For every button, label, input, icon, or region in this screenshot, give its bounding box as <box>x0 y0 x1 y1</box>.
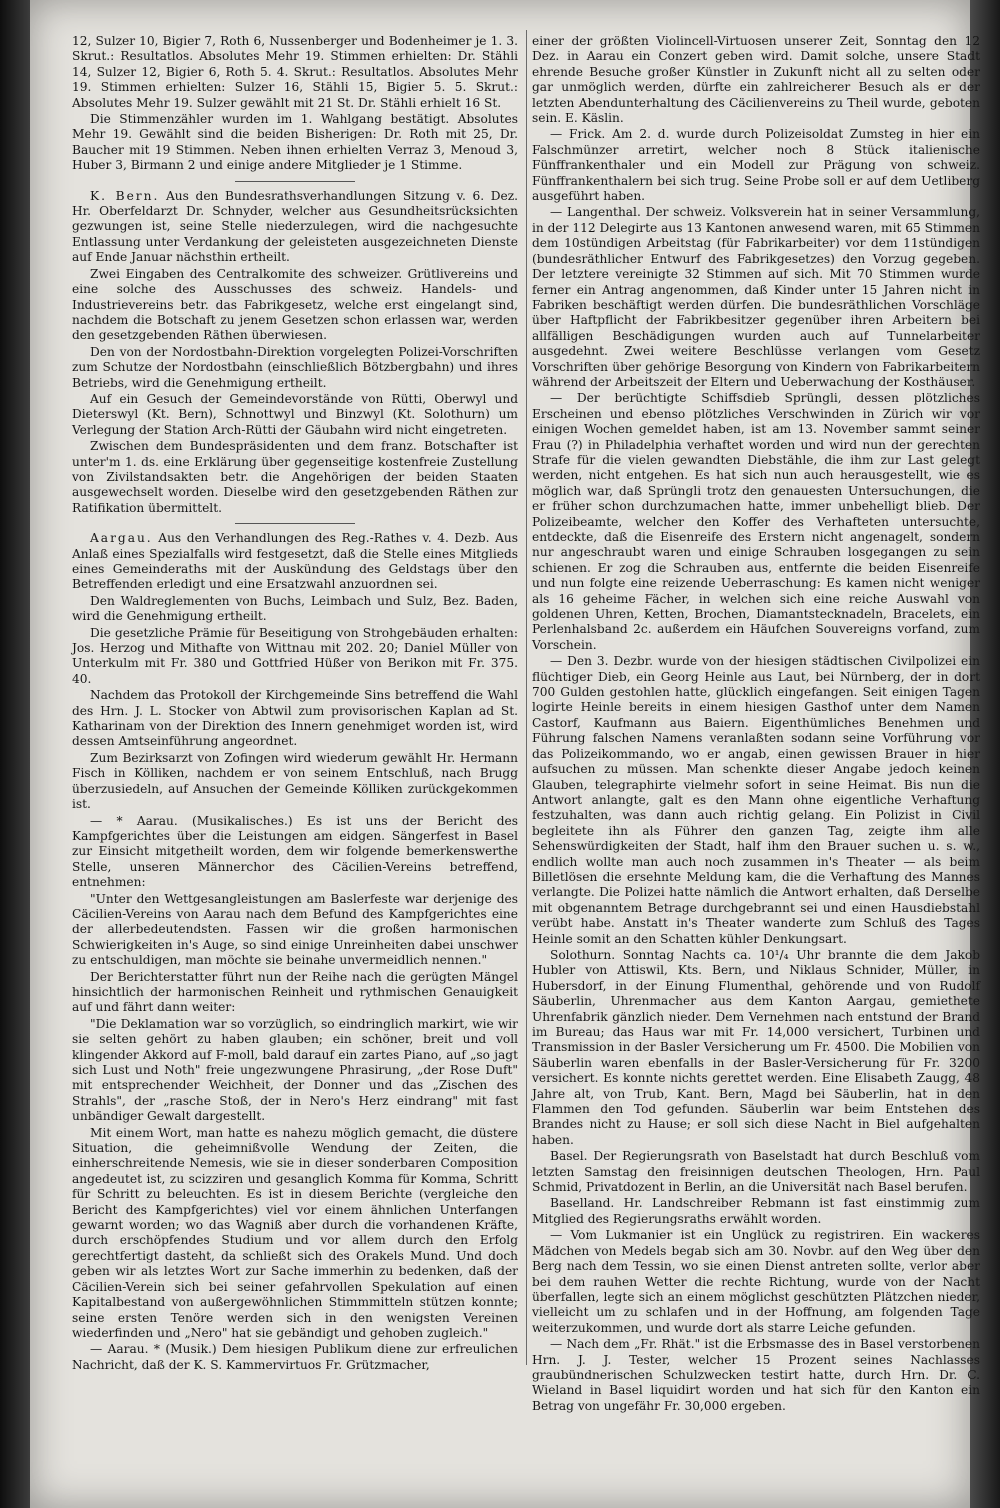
article-paragraph: Aargau. Aus den Verhandlungen des Reg.-Rathes v. 4. Dezb. Aus Anlaß eines Spezialfalls wird festgesetzt, daß die Stelle eines Mitglieds eines Gemeinderaths mit der Auskündung des Geldstags über den Betreffenden erledigt und eine Ersatzwahl anzuordnen sei. <box>72 531 518 592</box>
article-paragraph: Den Waldreglementen von Buchs, Leimbach und Sulz, Bez. Baden, wird die Genehmigung ertheilt. <box>72 593 518 624</box>
article-paragraph: Mit einem Wort, man hatte es nahezu möglich gemacht, die düstere Situation, die geheimnißvolle Wendung der Zeiten, die einherschreitende Nemesis, wie sie in dieser sonderbaren Composition angedeutet ist, zu scizziren und gesanglich Komma für Komma, Schritt für Schritt zu beleuchten. Es ist in diesem Berichte (vergleiche den Bericht des Kampfgerichtes) viel vor einem ähnlichen Unterfangen gewarnt worden; wo das Wagniß aber durch die vorhandenen Kräfte, durch erschöpfendes Studium und vor allem durch den Erfolg gerechtfertigt dasteht, da schließt sich des Orakels Mund. Und doch geben wir als letztes Wort zur Sache immerhin zu bedenken, daß der Cäcilien-Verein sich bei seiner gefahrvollen Spekulation auf einen Kapitalbestand von außergewöhnlichen Stimmmitteln stützen konnte; seine ersten Tenöre werden sich in den wenigsten Vereinen wiederfinden und „Nero" hat sie gebändigt und gehoben zugleich." <box>72 1125 518 1340</box>
article-paragraph: Zwei Eingaben des Centralkomite des schweizer. Grütlivereins und eine solche des Ausschusses des schweiz. Handels- und Industrievereins betr. das Fabrikgesetz, welche erst eingelangt sind, nachdem die Botschaft zu jenem Gesetzen schon erlassen war, werden den gesetzgebenden Räthen überwiesen. <box>72 266 518 343</box>
article-paragraph: Die Stimmenzähler wurden im 1. Wahlgang bestätigt. Absolutes Mehr 19. Gewählt sind die beiden Bisherigen: Dr. Roth mit 25, Dr. Baucher mit 19 Stimmen. Neben ihnen erhielten Verraz 3, Menoud 3, Huber 3, Birmann 2 und einige andere Mitglieder je 1 Stimme. <box>72 112 518 173</box>
article-paragraph: — Der berüchtigte Schiffsdieb Sprüngli, dessen plötzliches Erscheinen und ebenso plötzliches Verschwinden in Zürich wir vor einigen Wochen gemeldet haben, ist am 13. November sammt seiner Frau (?) in Philadelphia verhaftet worden und wird nun der gerechten Strafe für die vielen gewandten Diebstähle, die ihm zur Last gelegt werden, nicht entgehen. Es hat sich nun auch herausgestellt, wie es möglich war, daß Sprüngli trotz den genauesten Untersuchungen, die er früher schon durchzumachen hatte, immer unbehelligt blieb. Der Polizeibeamte, welcher den Koffer des Verhafteten untersuchte, entdeckte, daß die Eisenreife des Erstern nicht angenagelt, sondern nur angeschraubt waren und einige Schrauben losgegangen zu sein schienen. Er zog die Schrauben aus, entfernte die beiden Eisenreife und nun folgte eine reizende Ueberraschung: Es kamen nicht weniger als 16 geheime Fächer, in welchen sich eine reiche Auswahl von goldenen Uhren, Ketten, Brochen, Diamantstecknadeln, Bracelets, ein Perlenhalsband 2c. außerdem ein Häufchen Souvereigns vorfand, zum Vorschein. <box>532 391 980 652</box>
article-paragraph: — Aarau. * (Musik.) Dem hiesigen Publikum diene zur erfreulichen Nachricht, daß der K. S. Kammervirtuos Fr. Grützmacher, <box>72 1342 518 1372</box>
section-heading-bern: K. Bern. <box>90 188 160 203</box>
article-paragraph: Zum Bezirksarzt von Zofingen wird wiederum gewählt Hr. Hermann Fisch in Kölliken, nachdem er von seinem Entschluß, nach Brugg überzusiedeln, auf Ansuchen der Gemeinde Kölliken zurückgekommen ist. <box>72 750 518 812</box>
column-rule <box>526 30 527 1365</box>
article-paragraph: "Die Deklamation war so vorzüglich, so eindringlich markirt, wie wir sie selten gehört zu haben glauben; ein schöner, breit und voll klingender Akkord auf F-moll, bald darauf ein zartes Piano, auf „so jagt sich Lust und Noth" freie ungezwungene Phrasirung, „der Rose Duft" mit entsprechender Weichheit, der Donner und das „Zischen des Strahls", der „rasche Stoß, der in Nero's Herz eindrang" mit fast unbändiger Gewalt dargestellt. <box>72 1016 518 1124</box>
article-paragraph: "Unter den Wettgesangleistungen am Baslerfeste war derjenige des Cäcilien-Vereins von Aarau nach dem Befund des Kampfgerichtes eine der allerbedeutendsten. Fassen wir die großen harmonischen Schwierigkeiten in's Auge, so sind einige Unreinheiten dabei unschwer zu entschuldigen, man möchte sie beinahe unvermeidlich nennen." <box>72 891 518 968</box>
article-paragraph: Der Berichterstatter führt nun der Reihe nach die gerügten Mängel hinsichtlich der harmonischen Reinheit und rythmischen Genauigkeit auf und fährt dann weiter: <box>72 969 518 1015</box>
article-paragraph: einer der größten Violincell-Virtuosen unserer Zeit, Sonntag den 12 Dez. in Aarau ein Conzert geben wird. Damit solche, unsere Stadt ehrende Besuche großer Künstler in Zukunft nicht all zu selten oder gar unmöglich werden, dürfte ein zahlreicherer Besuch als er der letzten Abendunterhaltung des Cäcilienvereins zu Theil wurde, geboten sein. E. Käslin. <box>532 34 980 126</box>
article-paragraph: 12, Sulzer 10, Bigier 7, Roth 6, Nussenberger und Bodenheimer je 1. 3. Skrut.: Resultatlos. Absolutes Mehr 19. Stimmen erhielten: Dr. Stähli 14, Sulzer 12, Bigier 6, Roth 5. 4. Skrut.: Resultatlos. Absolutes Mehr 19. Stimmen erhielten: Sulzer 16, Stähli 15, Bigier 5. 5. Skrut.: Absolutes Mehr 19. Sulzer gewählt mit 21 St. Dr. Stähli erhielt 16 St. <box>72 34 518 110</box>
article-paragraph: Basel. Der Regierungsrath von Baselstadt hat durch Beschluß vom letzten Samstag den freisinnigen deutschen Theologen, Hrn. Paul Schmid, Privatdozent in Berlin, an die Universität nach Basel berufen. <box>532 1149 980 1195</box>
section-divider <box>235 181 355 182</box>
article-paragraph: Baselland. Hr. Landschreiber Rebmann ist fast einstimmig zum Mitglied des Regierungsraths erwählt worden. <box>532 1196 980 1226</box>
article-paragraph: Solothurn. Sonntag Nachts ca. 10¹/₄ Uhr brannte die dem Jakob Hubler von Attiswil, Kts. Bern, und Niklaus Schnider, Müller, in Hubersdorf, in der Einung Flumenthal, gehörende und von Rudolf Säuberlin, Uhrenmacher aus dem Kanton Aargau, gemiethete Uhrenfabrik gänzlich nieder. Dem Vernehmen nach entstund der Brand im Bureau; das Haus war mit Fr. 14,000 versichert, Turbinen und Transmission in der Basler Versicherung um Fr. 4500. Die Mobilien von Säuberlin waren ebenfalls in der Basler-Versicherung für Fr. 3200 versichert. Es konnte nichts gerettet werden. Eine Elisabeth Zaugg, 48 Jahre alt, von Trub, Kant. Bern, Magd bei Säuberlin, hat in den Flammen den Tod gefunden. Säuberlin war beim Entstehen des Brandes nicht zu Hause; er soll sich diese Nacht in Biel aufgehalten haben. <box>532 947 980 1147</box>
article-paragraph: K. Bern. Aus den Bundesrathsverhandlungen Sitzung v. 6. Dez. Hr. Oberfeldarzt Dr. Schnyder, welcher aus Gesundheitsrücksichten gezwungen ist, seine Stelle niederzulegen, wird die nachgesuchte Entlassung unter Verdankung der geleisteten ausgezeichneten Dienste auf Ende Januar nächsthin ertheilt. <box>72 188 519 265</box>
section-heading-aargau: Aargau. <box>90 531 153 546</box>
left-column <box>72 34 518 1384</box>
article-paragraph: — * Aarau. (Musikalisches.) Es ist uns der Bericht des Kampfgerichtes über die Leistungen am eidgen. Sängerfest in Basel zur Einsicht mitgetheilt worden, dem wir folgende bemerkenswerthe Stelle, unseren Männerchor des Cäcilien-Vereins betreffend, entnehmen: <box>72 813 518 890</box>
article-paragraph: — Vom Lukmanier ist ein Unglück zu registriren. Ein wackeres Mädchen von Medels begab sich am 30. Novbr. auf den Weg über den Berg nach dem Tessin, wo sie einen Dienst antreten sollte, verlor aber bei dem rauhen Wetter die rechte Richtung, wurde von der Nacht überfallen, legte sich an einem möglichst geschützten Plätzchen nieder, vielleicht um zu schlafen und in der Hoffnung, am folgenden Tage weiterzukommen, und wurde dort als starre Leiche gefunden. <box>532 1228 980 1335</box>
scan-edge-left <box>0 0 30 1508</box>
article-paragraph: — Den 3. Dezbr. wurde von der hiesigen städtischen Civilpolizei ein flüchtiger Dieb, ein Georg Heinle aus Laut, bei Nürnberg, der in dort 700 Gulden gestohlen hatte, glücklich eingefangen. Seit einigen Tagen logirte Heinle bereits in einem hiesigen Gasthof unter dem Namen Castorf, Kaufmann aus Baiern. Eigenthümliches Benehmen und Führung falschen Namens veranlaßten sodann seine Vorführung vor das Polizeikommando, wo er angab, einen gewissen Brauer in hier aufsuchen zu müssen. Man schenkte dieser Angabe jedoch keinen Glauben, telegraphirte vielmehr sofort in seine Heimat. Bis nun die Antwort anlangte, galt es den Mann ohne eigentliche Verhaftung festzuhalten, was dann auch richtig gelang. Ein Polizist in Civil begleitete ihn als Führer den ganzen Tag, zeigte ihm alle Sehenswürdigkeiten der Stadt, half ihm den Brauer suchen u. s. w., endlich wollte man auch noch zusammen in's Theater — als beim Billetlösen die ersehnte Meldung kam, die die Verhaftung des Mannes verlangte. Die Polizei hatte nämlich die Antwort erhalten, daß Derselbe mit obgenanntem Betrage durchgebrannt sei und einen Hausdiebstahl verübt habe. Anstatt in's Theater wanderte zum Schluß des Tages Heinle somit an den Schatten kühler Denkungsart. <box>532 654 980 946</box>
article-paragraph: — Langenthal. Der schweiz. Volksverein hat in seiner Versammlung, in der 112 Delegirte aus 13 Kantonen anwesend waren, mit 65 Stimmen dem 10stündigen Arbeitstag (für Fabrikarbeiter) vor dem 11stündigen (bundesräthlicher Entwurf des Fabrikgesetzes) den Vorzug gegeben. Der letztere vereinigte 32 Stimmen auf sich. Mit 70 Stimmen wurde ferner ein Antrag angenommen, daß Kinder unter 15 Jahren nicht in Fabriken beschäftigt werden dürfen. Die bundesräthlichen Vorschläge über Haftpflicht der Fabrikbesitzer gegenüber ihren Arbeitern bei allfälligen Beschädigungen wurden auch auf Tunnelarbeiter ausgedehnt. Zwei weitere Beschlüsse verlangen vom Gesetz Vorschriften über gehörige Besorgung von Kindern von Fabrikarbeitern während der Arbeitszeit der Eltern und Ueberwachung der Kosthäuser. <box>532 205 980 389</box>
article-paragraph: — Nach dem „Fr. Rhät." ist die Erbsmasse des in Basel verstorbenen Hrn. J. J. Tester, welcher 15 Prozent seines Nachlasses graubündnerischen Schulzwecken testirt hatte, durch Hrn. Dr. C. Wieland in Basel liquidirt worden und hat sich für den Kanton ein Betrag von ungefähr Fr. 30,000 ergeben. <box>532 1337 980 1413</box>
article-paragraph: — Frick. Am 2. d. wurde durch Polizeisoldat Zumsteg in hier ein Falschmünzer arretirt, welcher noch 8 Stück italienische Fünffrankenthaler und ein Modell zur Prägung von schweiz. Fünffrankenthalern bei sich trug. Seine Probe soll er auf dem Uetliberg ausgeführt haben. <box>532 127 980 204</box>
article-paragraph: Den von der Nordostbahn-Direktion vorgelegten Polizei-Vorschriften zum Schutze der Nordostbahn (einschließlich Bötzbergbahn) und ihres Betriebs, wird die Genehmigung ertheilt. <box>72 344 518 390</box>
article-paragraph: Zwischen dem Bundespräsidenten und dem franz. Botschafter ist unter'm 1. ds. eine Erklärung über gegenseitige kostenfreie Zustellung von Zivilstandsakten betr. die Angehörigen der beiden Staaten ausgewechselt worden. Dieselbe wird den gesetzgebenden Räthen zur Ratifikation übermittelt. <box>72 439 518 515</box>
article-paragraph: Auf ein Gesuch der Gemeindevorstände von Rütti, Oberwyl und Dieterswyl (Kt. Bern), Schnottwyl und Binzwyl (Kt. Solothurn) um Verlegung der Station Arch-Rütti der Gäubahn wird nicht eingetreten. <box>72 391 518 437</box>
article-paragraph: Nachdem das Protokoll der Kirchgemeinde Sins betreffend die Wahl des Hrn. J. L. Stocker von Abtwil zum provisorischen Kaplan ad St. Katharinam von der Direktion des Innern genehmiget worden ist, wird dessen Amtseinführung angeordnet. <box>72 688 518 749</box>
right-column <box>532 34 980 1413</box>
section-divider <box>235 523 355 524</box>
article-paragraph: Die gesetzliche Prämie für Beseitigung von Strohgebäuden erhalten: Jos. Herzog und Mithafte von Wittnau mit 202. 20; Daniel Müller von Unterkulm mit Fr. 380 und Gottfried Hüßer von Berikon mit Fr. 375. 40. <box>72 625 518 686</box>
